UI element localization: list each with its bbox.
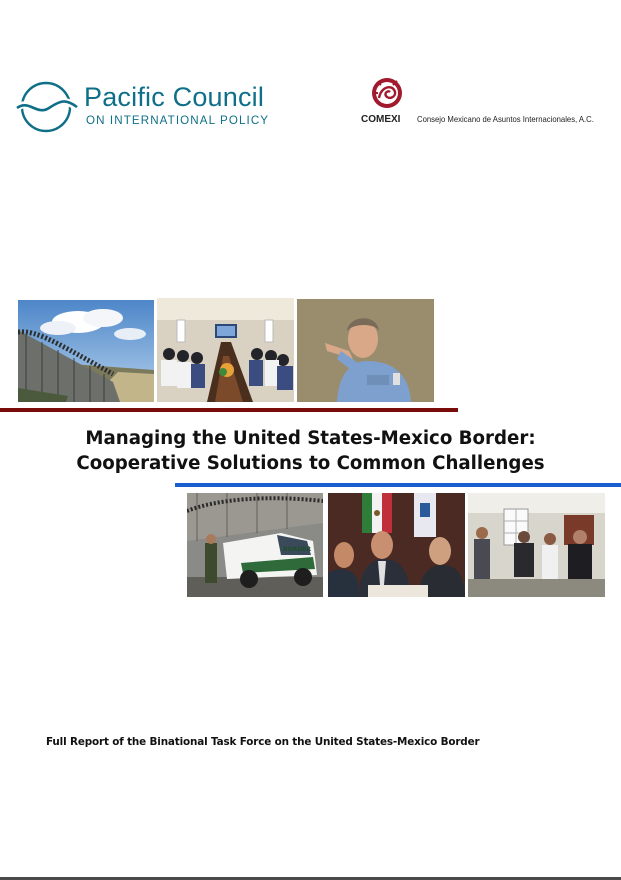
report-title-line-1: Managing the United States-Mexico Border: <box>85 428 536 449</box>
report-title <box>0 426 621 476</box>
conference-table-photo <box>157 298 294 402</box>
comexi-full-name: Consejo Mexicano de Asuntos Internacionales, A.C. <box>417 114 594 124</box>
pacific-council-logo <box>16 80 286 136</box>
group-conversation-photo <box>468 493 605 597</box>
officials-meeting-photo <box>328 493 465 597</box>
title-rule-bottom <box>175 483 621 487</box>
truck-door-text: BORDER <box>283 546 311 553</box>
report-title-line-2: Cooperative Solutions to Common Challenges <box>76 453 545 474</box>
border-patrol-truck-photo <box>187 493 323 597</box>
border-fence-photo <box>18 300 154 402</box>
pacific-council-wave-icon <box>16 80 78 136</box>
comexi-acronym: COMEXI <box>361 114 401 125</box>
report-label: Full Report of the Binational Task Force on the United States-Mexico Border <box>46 736 480 748</box>
pacific-council-subtitle: ON INTERNATIONAL POLICY <box>86 114 270 127</box>
comexi-emblem-icon <box>365 76 409 112</box>
title-rule-top <box>0 408 458 412</box>
speaker-photo <box>297 299 434 402</box>
comexi-logo <box>360 76 610 128</box>
pacific-council-name: Pacific Council <box>84 82 265 112</box>
